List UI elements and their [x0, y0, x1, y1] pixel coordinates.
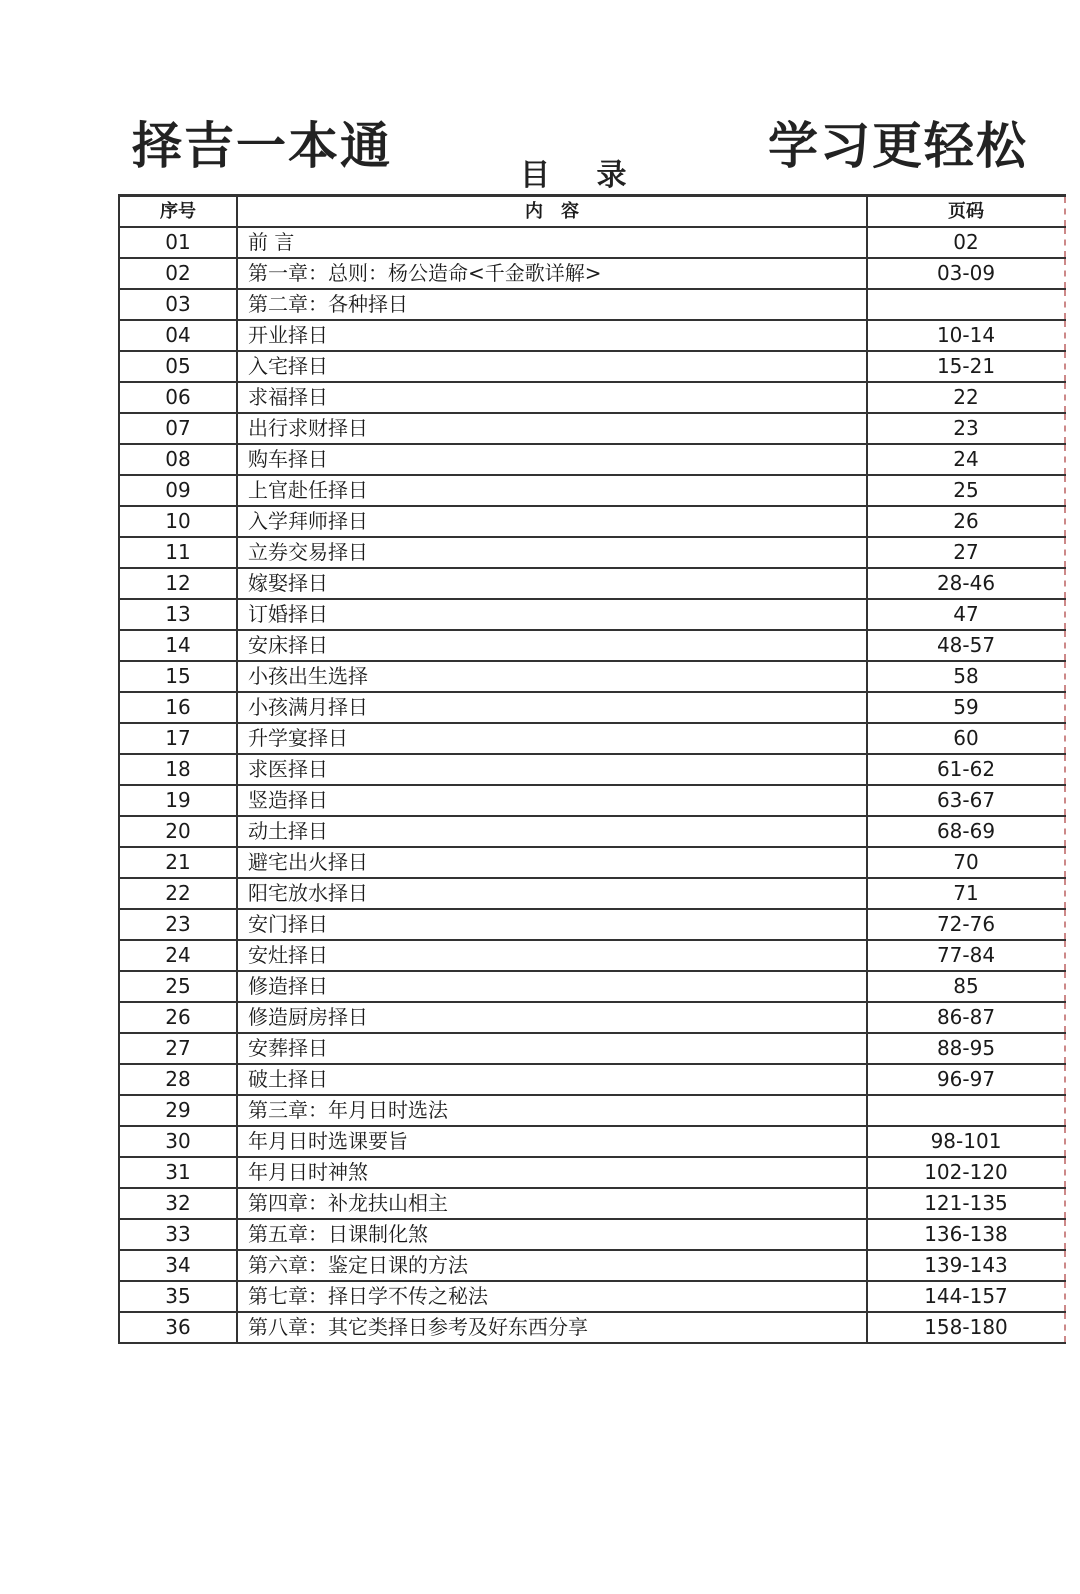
row-number: 29 [119, 1095, 237, 1126]
row-content: 修造厨房择日 [237, 1002, 867, 1033]
row-content: 求医择日 [237, 754, 867, 785]
table-row [119, 754, 1065, 785]
row-content: 破土择日 [237, 1064, 867, 1095]
row-page: 85 [867, 971, 1065, 1002]
row-number: 11 [119, 537, 237, 568]
toc-body [119, 227, 1065, 1343]
row-content: 升学宴择日 [237, 723, 867, 754]
row-page: 58 [867, 661, 1065, 692]
row-page: 24 [867, 444, 1065, 475]
row-number: 19 [119, 785, 237, 816]
row-number: 36 [119, 1312, 237, 1343]
row-number: 13 [119, 599, 237, 630]
row-page: 10-14 [867, 320, 1065, 351]
row-page: 139-143 [867, 1250, 1065, 1281]
row-page: 86-87 [867, 1002, 1065, 1033]
row-page [867, 1095, 1065, 1126]
table-row [119, 537, 1065, 568]
book-title: 择吉一本通 [132, 117, 392, 175]
table-row [119, 971, 1065, 1002]
table-row [119, 1312, 1065, 1343]
row-content: 入学拜师择日 [237, 506, 867, 537]
table-row [119, 1281, 1065, 1312]
row-number: 31 [119, 1157, 237, 1188]
row-content: 出行求财择日 [237, 413, 867, 444]
table-row [119, 940, 1065, 971]
table-row [119, 630, 1065, 661]
row-content: 嫁娶择日 [237, 568, 867, 599]
row-content: 阳宅放水择日 [237, 878, 867, 909]
table-row [119, 847, 1065, 878]
row-number: 33 [119, 1219, 237, 1250]
column-header-page: 页码 [867, 196, 1065, 228]
row-page: 136-138 [867, 1219, 1065, 1250]
column-header-content: 内 容 [237, 196, 867, 228]
row-page: 60 [867, 723, 1065, 754]
row-page: 158-180 [867, 1312, 1065, 1343]
table-row [119, 320, 1065, 351]
row-number: 27 [119, 1033, 237, 1064]
row-content: 第三章：年月日时选法 [237, 1095, 867, 1126]
row-content: 年月日时选课要旨 [237, 1126, 867, 1157]
table-row [119, 1033, 1065, 1064]
row-number: 25 [119, 971, 237, 1002]
row-page: 03-09 [867, 258, 1065, 289]
row-page: 02 [867, 227, 1065, 258]
table-row [119, 1250, 1065, 1281]
table-row [119, 289, 1065, 320]
row-page: 23 [867, 413, 1065, 444]
row-number: 17 [119, 723, 237, 754]
row-number: 32 [119, 1188, 237, 1219]
row-page: 77-84 [867, 940, 1065, 971]
table-row [119, 227, 1065, 258]
table-row [119, 692, 1065, 723]
row-content: 安葬择日 [237, 1033, 867, 1064]
table-row [119, 1002, 1065, 1033]
row-number: 08 [119, 444, 237, 475]
row-number: 22 [119, 878, 237, 909]
table-row [119, 1095, 1065, 1126]
table-row [119, 1064, 1065, 1095]
toc-table [118, 194, 1066, 1344]
row-page: 96-97 [867, 1064, 1065, 1095]
row-content: 修造择日 [237, 971, 867, 1002]
row-number: 15 [119, 661, 237, 692]
row-content: 安灶择日 [237, 940, 867, 971]
row-page: 121-135 [867, 1188, 1065, 1219]
row-number: 03 [119, 289, 237, 320]
row-content: 第八章：其它类择日参考及好东西分享 [237, 1312, 867, 1343]
row-page: 70 [867, 847, 1065, 878]
row-content: 第六章：鉴定日课的方法 [237, 1250, 867, 1281]
toc-heading: 目 录 [520, 158, 645, 193]
row-content: 竖造择日 [237, 785, 867, 816]
row-number: 21 [119, 847, 237, 878]
table-row [119, 568, 1065, 599]
row-number: 12 [119, 568, 237, 599]
row-number: 04 [119, 320, 237, 351]
row-content: 动土择日 [237, 816, 867, 847]
row-page: 71 [867, 878, 1065, 909]
row-number: 34 [119, 1250, 237, 1281]
row-content: 避宅出火择日 [237, 847, 867, 878]
table-row [119, 1126, 1065, 1157]
row-number: 35 [119, 1281, 237, 1312]
table-row [119, 413, 1065, 444]
row-content: 第一章：总则：杨公造命<千金歌详解> [237, 258, 867, 289]
row-content: 小孩出生选择 [237, 661, 867, 692]
table-row [119, 382, 1065, 413]
row-content: 订婚择日 [237, 599, 867, 630]
row-page: 144-157 [867, 1281, 1065, 1312]
table-row [119, 351, 1065, 382]
row-page: 68-69 [867, 816, 1065, 847]
table-row [119, 785, 1065, 816]
row-content: 小孩满月择日 [237, 692, 867, 723]
row-number: 07 [119, 413, 237, 444]
column-header-number: 序号 [119, 196, 237, 228]
table-row [119, 909, 1065, 940]
row-page: 28-46 [867, 568, 1065, 599]
row-content: 前 言 [237, 227, 867, 258]
row-page: 26 [867, 506, 1065, 537]
row-page: 27 [867, 537, 1065, 568]
row-number: 06 [119, 382, 237, 413]
row-content: 安门择日 [237, 909, 867, 940]
table-row [119, 878, 1065, 909]
row-page [867, 289, 1065, 320]
row-number: 30 [119, 1126, 237, 1157]
row-number: 10 [119, 506, 237, 537]
book-slogan: 学习更轻松 [768, 117, 1028, 175]
row-number: 01 [119, 227, 237, 258]
table-row [119, 1219, 1065, 1250]
row-page: 102-120 [867, 1157, 1065, 1188]
table-row [119, 1188, 1065, 1219]
row-content: 第二章：各种择日 [237, 289, 867, 320]
table-row [119, 506, 1065, 537]
row-page: 88-95 [867, 1033, 1065, 1064]
row-page: 48-57 [867, 630, 1065, 661]
row-page: 72-76 [867, 909, 1065, 940]
row-number: 05 [119, 351, 237, 382]
row-page: 47 [867, 599, 1065, 630]
row-number: 23 [119, 909, 237, 940]
table-row [119, 258, 1065, 289]
toc-header-row [119, 196, 1065, 228]
row-number: 09 [119, 475, 237, 506]
row-content: 立券交易择日 [237, 537, 867, 568]
table-row [119, 475, 1065, 506]
row-number: 26 [119, 1002, 237, 1033]
table-row [119, 599, 1065, 630]
row-number: 02 [119, 258, 237, 289]
row-page: 63-67 [867, 785, 1065, 816]
row-content: 第五章：日课制化煞 [237, 1219, 867, 1250]
table-row [119, 444, 1065, 475]
row-page: 22 [867, 382, 1065, 413]
row-page: 98-101 [867, 1126, 1065, 1157]
row-page: 25 [867, 475, 1065, 506]
row-content: 入宅择日 [237, 351, 867, 382]
row-number: 24 [119, 940, 237, 971]
row-number: 14 [119, 630, 237, 661]
table-row [119, 816, 1065, 847]
row-content: 购车择日 [237, 444, 867, 475]
row-page: 15-21 [867, 351, 1065, 382]
row-number: 20 [119, 816, 237, 847]
row-content: 第四章：补龙扶山相主 [237, 1188, 867, 1219]
row-content: 安床择日 [237, 630, 867, 661]
row-content: 年月日时神煞 [237, 1157, 867, 1188]
row-page: 59 [867, 692, 1065, 723]
table-row [119, 723, 1065, 754]
table-row [119, 1157, 1065, 1188]
row-number: 16 [119, 692, 237, 723]
table-row [119, 661, 1065, 692]
row-content: 求福择日 [237, 382, 867, 413]
row-content: 上官赴任择日 [237, 475, 867, 506]
row-number: 28 [119, 1064, 237, 1095]
row-content: 第七章：择日学不传之秘法 [237, 1281, 867, 1312]
row-content: 开业择日 [237, 320, 867, 351]
row-page: 61-62 [867, 754, 1065, 785]
row-number: 18 [119, 754, 237, 785]
